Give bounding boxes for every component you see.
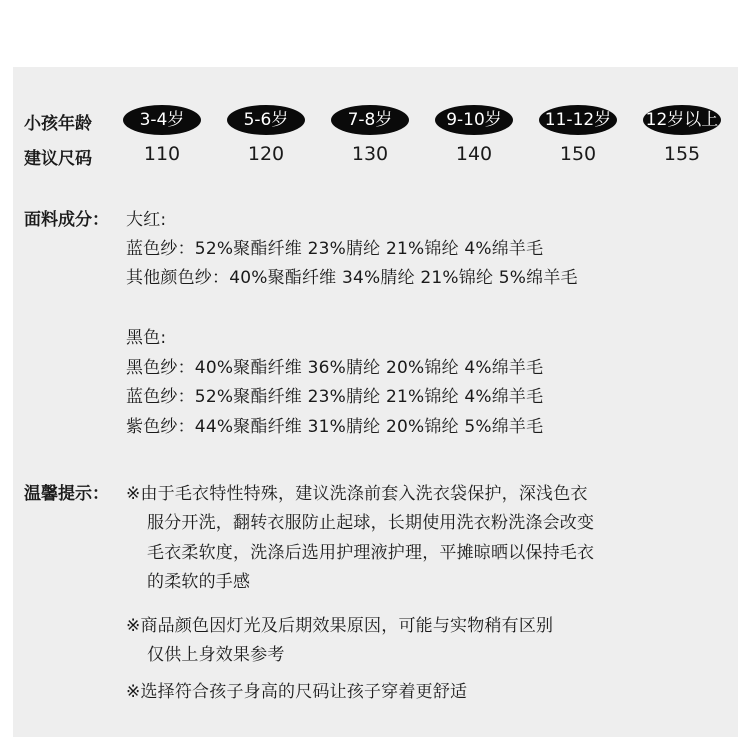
material-line: 蓝色纱：52%聚酯纤维 23%腈纶 21%锦纶 4%绵羊毛 <box>126 239 544 259</box>
size-value: 155 <box>663 143 701 165</box>
age-badge: 5-6岁 <box>227 105 305 135</box>
material-black-heading: 黑色: <box>126 328 167 348</box>
age-badge: 12岁以上 <box>643 105 721 135</box>
material-red-heading: 大红: <box>126 210 167 230</box>
tip-line: 的柔软的手感 <box>147 572 251 592</box>
age-row-label: 小孩年龄 <box>24 114 92 134</box>
material-label: 面料成分： <box>24 210 109 230</box>
tip-line: ※商品颜色因灯光及后期效果原因，可能与实物稍有区别 <box>126 616 554 636</box>
material-line: 紫色纱：44%聚酯纤维 31%腈纶 20%锦纶 5%绵羊毛 <box>126 417 544 437</box>
tip-line: ※选择符合孩子身高的尺码让孩子穿着更舒适 <box>126 682 468 702</box>
size-value: 110 <box>143 143 181 165</box>
size-value: 150 <box>559 143 597 165</box>
content-panel <box>13 67 738 737</box>
material-line: 黑色纱：40%聚酯纤维 36%腈纶 20%锦纶 4%绵羊毛 <box>126 358 544 378</box>
age-badge: 3-4岁 <box>123 105 201 135</box>
tip-line: 毛衣柔软度，洗涤后选用护理液护理，平摊晾晒以保持毛衣 <box>147 543 595 563</box>
tip-line: 仅供上身效果参考 <box>147 645 285 665</box>
tip-line: ※由于毛衣特性特殊，建议洗涤前套入洗衣袋保护，深浅色衣 <box>126 484 588 504</box>
tip-line: 服分开洗，翻转衣服防止起球，长期使用洗衣粉洗涤会改变 <box>147 513 595 533</box>
material-line: 其他颜色纱：40%聚酯纤维 34%腈纶 21%锦纶 5%绵羊毛 <box>126 268 578 288</box>
size-value: 120 <box>247 143 285 165</box>
age-badge: 7-8岁 <box>331 105 409 135</box>
material-line: 蓝色纱：52%聚酯纤维 23%腈纶 21%锦纶 4%绵羊毛 <box>126 387 544 407</box>
size-row-label: 建议尺码 <box>24 149 92 169</box>
age-badge: 9-10岁 <box>435 105 513 135</box>
tips-label: 温馨提示： <box>24 484 109 504</box>
size-value: 130 <box>351 143 389 165</box>
size-value: 140 <box>455 143 493 165</box>
age-badge: 11-12岁 <box>539 105 617 135</box>
